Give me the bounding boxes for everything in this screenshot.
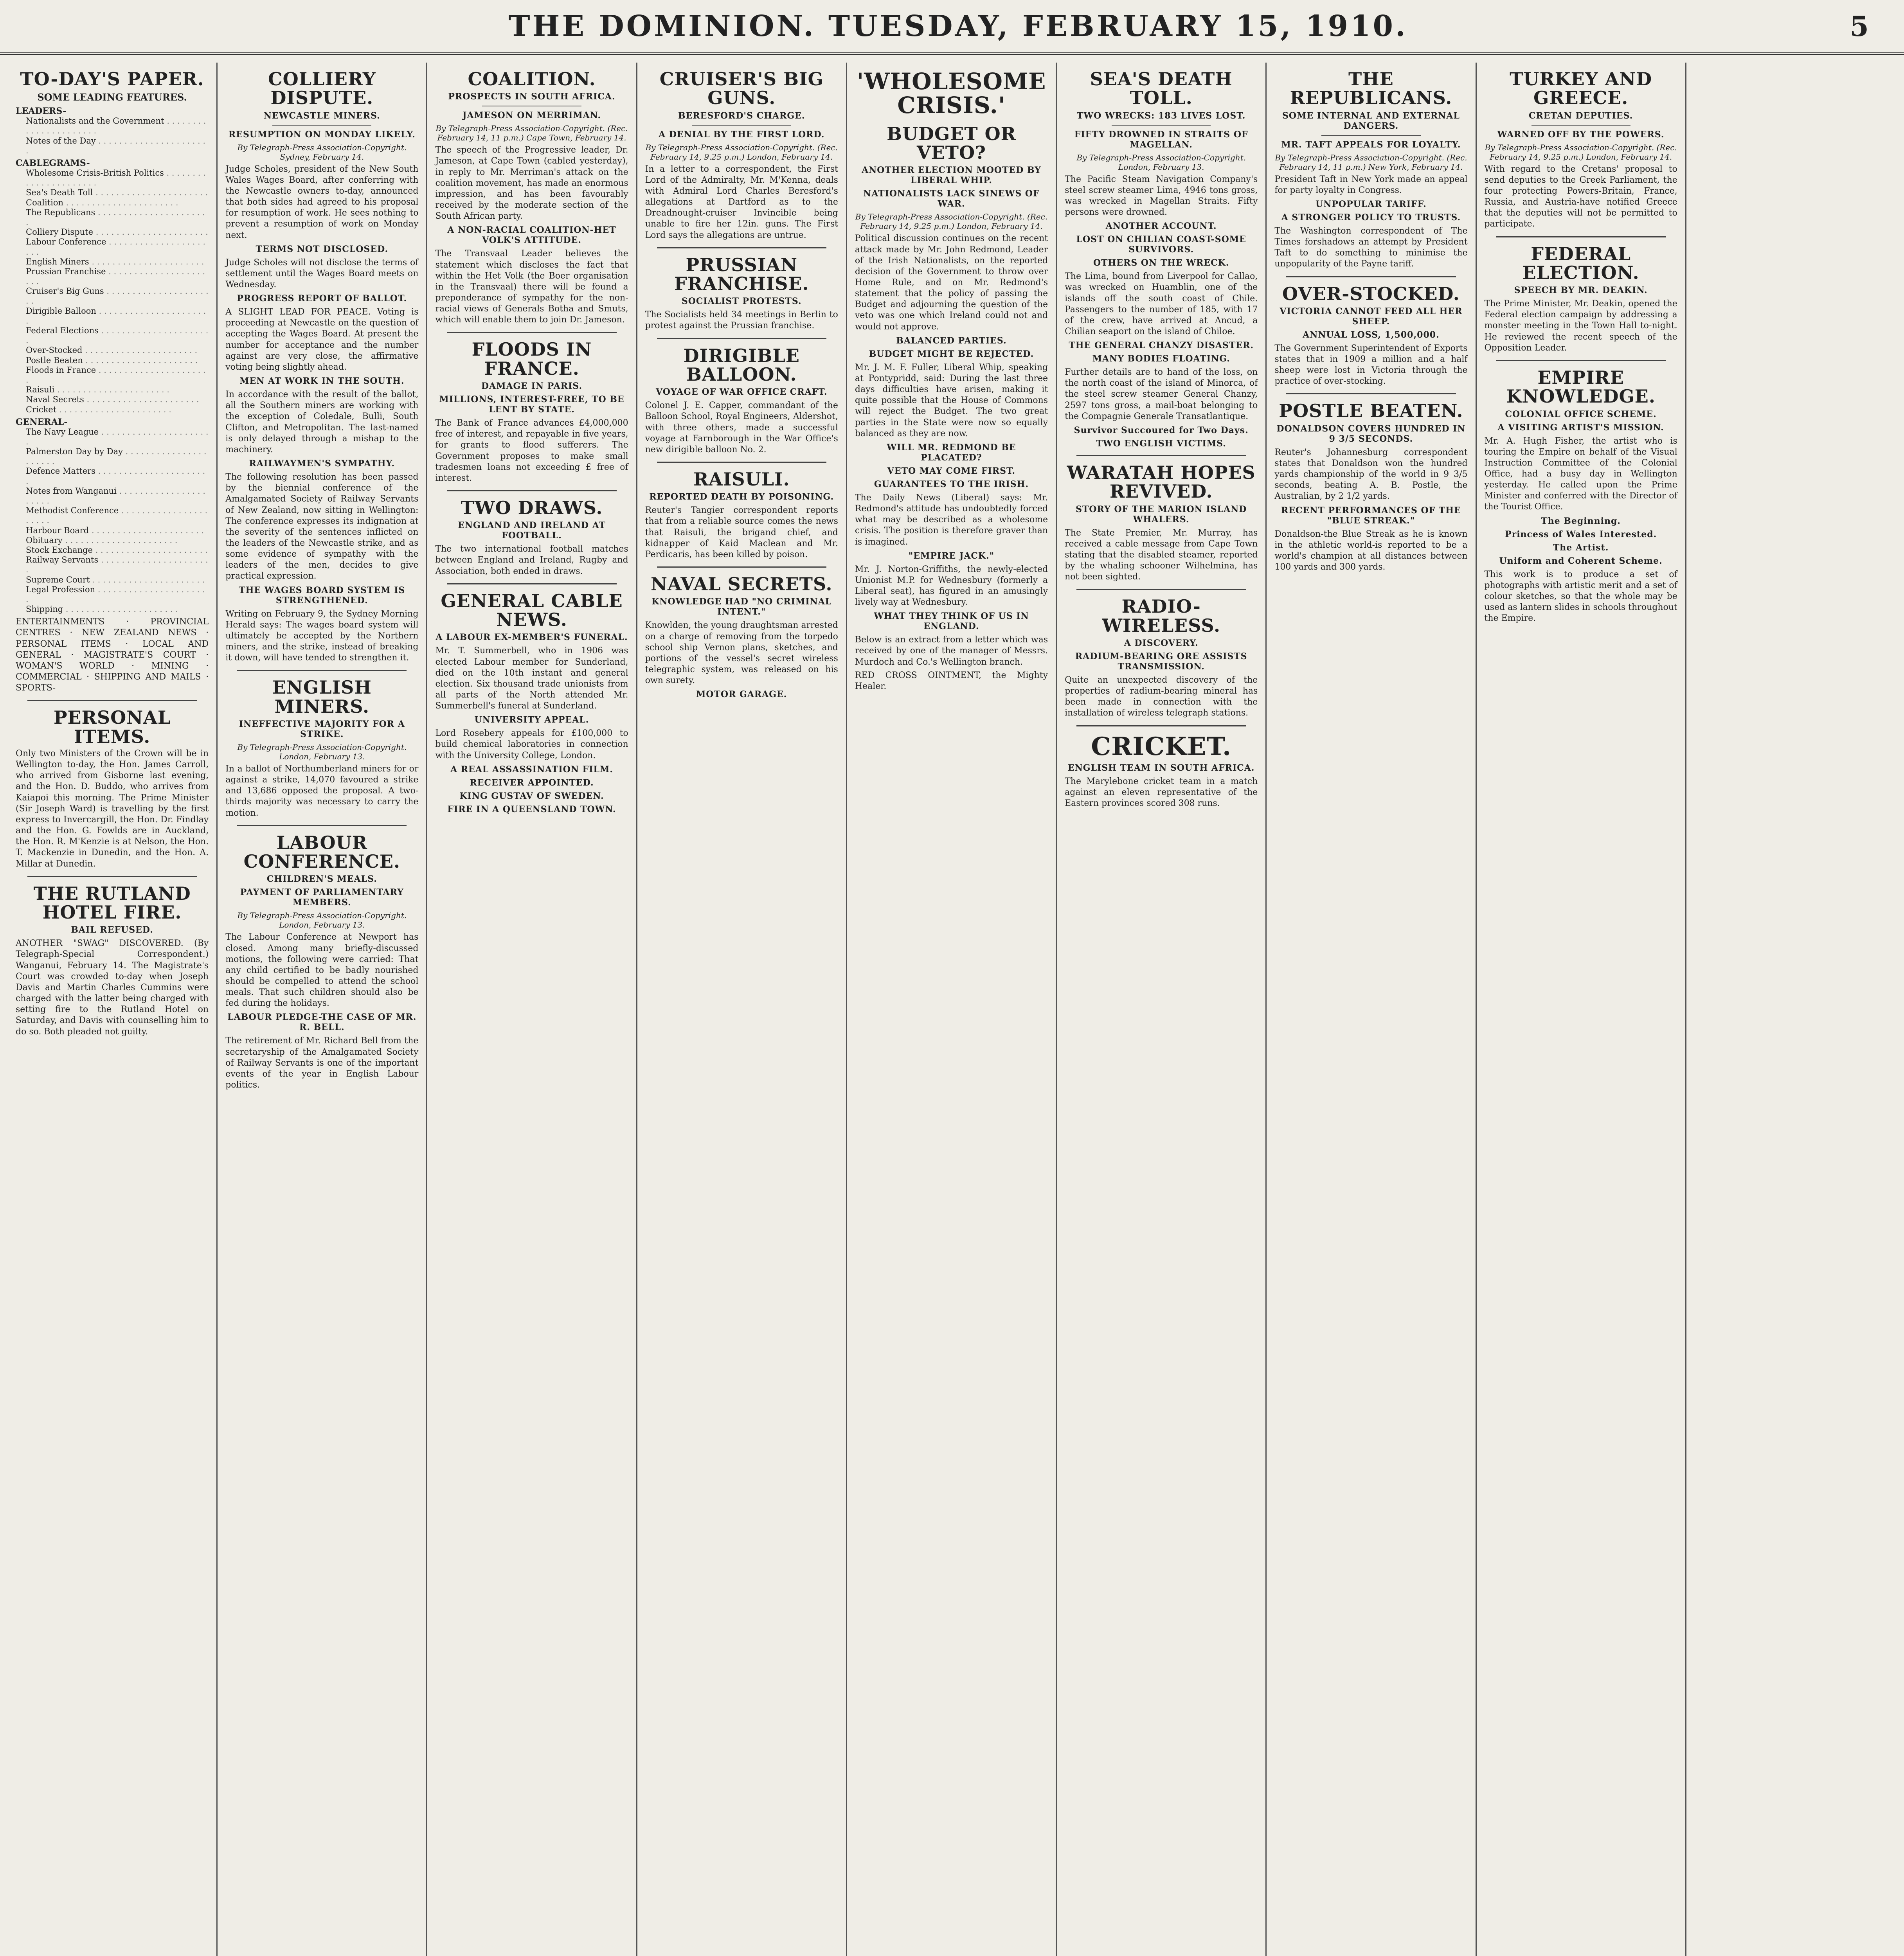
waratah-title: WARATAH HOPES REVIVED. bbox=[1067, 462, 1256, 502]
labour-conference-subhead: CHILDREN'S MEALS. bbox=[266, 874, 377, 885]
budget-veto-title: BUDGET OR VETO? bbox=[887, 123, 1016, 164]
cable-s5: KING GUSTAV OF SWEDEN. bbox=[459, 791, 604, 801]
divider bbox=[692, 125, 791, 126]
dateline: By Telegraph-Press Association-Copyright. (Rec. February 14, 9.25 p.m.) London, February 14. bbox=[855, 212, 1048, 231]
dateline: By Telegraph-Press Association-Copyright. Sydney, February 14. bbox=[237, 142, 407, 162]
crisis-s7: GUARANTEES TO THE IRISH. bbox=[874, 479, 1029, 489]
crisis-s9: WHAT THEY THINK OF US IN ENGLAND. bbox=[874, 611, 1029, 632]
index-entry: Labour Conference . . . bbox=[16, 237, 209, 257]
crisis-s2: NATIONALISTS LACK SINEWS OF WAR. bbox=[863, 189, 1040, 209]
over-stocked-title: OVER-STOCKED. bbox=[1282, 283, 1460, 304]
republicans-s3: A STRONGER POLICY TO TRUSTS. bbox=[1281, 212, 1461, 223]
motor-garage-subhead: MOTOR GARAGE. bbox=[696, 689, 787, 700]
dateline: By Telegraph-Press Association-Copyright. (Rec. February 14, 9.25 p.m.) London, February 14. bbox=[645, 142, 838, 162]
index-entry: Postle Beaten . . . bbox=[16, 356, 209, 365]
divider bbox=[1076, 725, 1246, 726]
cable-text-2: Lord Rosebery appeals for £100,000 to build chemical laboratories in connection with the University College, London. bbox=[435, 728, 628, 760]
empire-text-1: Mr. A. Hugh Fisher, the artist who is touring the Empire on behalf of the Visual Instruction Committee of the Colonial Office, had a busy day in Wellington yesterday. He called upon the Prime Minister and conferred with the Director of the Tourist Office. bbox=[1484, 436, 1677, 512]
english-miners-title: ENGLISH MINERS. bbox=[272, 677, 372, 717]
floods-s: MILLIONS, INTEREST-FREE, TO BE LENT BY STATE. bbox=[439, 394, 624, 415]
naval-secrets-title: NAVAL SECRETS. bbox=[650, 573, 833, 595]
index-entry: Defence Matters . . . bbox=[16, 466, 209, 486]
balloon-title: DIRIGIBLE BALLOON. bbox=[683, 345, 800, 385]
divider bbox=[1531, 125, 1630, 126]
index-cablegrams-label: CABLEGRAMS- bbox=[16, 158, 90, 169]
turkey-text: With regard to the Cretans' proposal to send deputies to the Greek Parliament, the four protecting Powers-Britain, France, Russia, and Austria-have notified Greece that the deputies will not be permitted to participate. bbox=[1484, 164, 1677, 229]
balloon-subhead: VOYAGE OF WAR OFFICE CRAFT. bbox=[656, 387, 828, 397]
empire-s4: The Artist. bbox=[1553, 542, 1609, 553]
postle-text-1: Reuter's Johannesburg correspondent states that Donaldson won the hundred yards championship of the world in 9 3/5 seconds, beating A. B. Postle, the Australian, by 2 1/2 yards. bbox=[1274, 447, 1468, 502]
sea-s4: OTHERS ON THE WRECK. bbox=[1093, 258, 1229, 268]
labour-pledge-subhead: LABOUR PLEDGE-THE CASE OF MR. R. BELL. bbox=[227, 1012, 417, 1033]
cruiser-s1: A DENIAL BY THE FIRST LORD. bbox=[659, 129, 825, 140]
colliery-s1: RESUMPTION ON MONDAY LIKELY. bbox=[228, 129, 416, 140]
column-8 bbox=[1477, 63, 1686, 1956]
cruiser-title: CRUISER'S BIG GUNS. bbox=[659, 68, 824, 109]
divider bbox=[1286, 393, 1456, 394]
masthead-title: THE DOMINION. TUESDAY, FEBRUARY 15, 1910. bbox=[508, 9, 1408, 43]
federal-election-title: FEDERAL ELECTION. bbox=[1522, 243, 1639, 283]
index-entry: Palmerston Day by Day . . . bbox=[16, 447, 209, 466]
divider bbox=[1496, 360, 1666, 361]
crisis-s5: WILL MR. REDMOND BE PLACATED? bbox=[887, 442, 1016, 463]
sea-s1: FIFTY DROWNED IN STRAITS OF MAGELLAN. bbox=[1074, 129, 1248, 150]
floods-text: The Bank of France advances £4,000,000 free of interest, and repayable in five years, for grants to flood sufferers. The Government proposes to make small tradesmen loans not exceeding £ free of interest. bbox=[435, 418, 628, 483]
raisuli-text: Reuter's Tangier correspondent reports that from a reliable source comes the news that Raisuli, the brigand chief, and kidnapper of Kaid Maclean and Mr. Perdicaris, has been killed by poison. bbox=[645, 505, 838, 559]
empire-text-2: This work is to produce a set of photographs with artistic merit and a set of colour sketches, so that the whole may be used as lantern slides in schools throughout the Empire. bbox=[1484, 569, 1677, 624]
over-stocked-text: The Government Superintendent of Exports states that in 1909 a million and a half sheep were lost in Victoria through the practice of over-stocking. bbox=[1274, 343, 1468, 387]
empire-subhead: COLONIAL OFFICE SCHEME. bbox=[1505, 409, 1657, 419]
sea-text-2: The Lima, bound from Liverpool for Callao, was wrecked on Huamblin, one of the islands off the south coast of Chile. Passengers to the number of 185, with 17 of the crew, have arrived at Ancud, a Chilian seaport on the island of Chiloe. bbox=[1065, 271, 1258, 336]
empire-knowledge-title: EMPIRE KNOWLEDGE. bbox=[1506, 367, 1656, 407]
waratah-subhead: STORY OF THE MARION ISLAND WHALERS. bbox=[1076, 504, 1247, 525]
dateline: By Telegraph-Press Association-Copyright. London, February 13. bbox=[1076, 153, 1246, 172]
column-2 bbox=[218, 63, 427, 1956]
index-entry: Legal Profession . . . bbox=[16, 585, 209, 604]
republicans-text-1: President Taft in New York made an appeal for party loyalty in Congress. bbox=[1274, 174, 1468, 195]
labour-conference-title: LABOUR CONFERENCE. bbox=[243, 832, 401, 872]
divider bbox=[657, 566, 826, 568]
column-6 bbox=[1057, 63, 1267, 1956]
colliery-title: COLLIERY DISPUTE. bbox=[268, 68, 376, 109]
index-entry: Naval Secrets . . . bbox=[16, 395, 209, 405]
column-9 bbox=[1686, 63, 1896, 1956]
sea-s2: ANOTHER ACCOUNT. bbox=[1105, 221, 1217, 232]
colliery-s4: MEN AT WORK IN THE SOUTH. bbox=[239, 376, 405, 387]
sea-s6: MANY BODIES FLOATING. bbox=[1092, 354, 1230, 364]
cable-text-1: Mr. T. Summerbell, who in 1906 was elected Labour member for Sunderland, died on the 10th instant and general election. Six thousand trade unionists from all parts of the North attended Mr. Summerbell's funeral at Sunderland. bbox=[435, 646, 628, 711]
index-entry: Colliery Dispute . . . bbox=[16, 227, 209, 237]
divider bbox=[447, 490, 616, 491]
republicans-s1: MR. TAFT APPEALS FOR LOYALTY. bbox=[1281, 139, 1461, 150]
federal-text: The Prime Minister, Mr. Deakin, opened the Federal election campaign by addressing a monster meeting in the Town Hall to-night. He reviewed the recent speech of the Opposition Leader. bbox=[1484, 299, 1677, 353]
sea-s3: LOST ON CHILIAN COAST-SOME SURVIVORS. bbox=[1076, 234, 1246, 255]
over-stocked-subhead: VICTORIA CANNOT FEED ALL HER SHEEP. bbox=[1280, 306, 1463, 327]
divider bbox=[1286, 276, 1456, 277]
index-entry: Federal Elections . . . bbox=[16, 326, 209, 345]
sea-s7: Survivor Succoured for Two Days. bbox=[1074, 425, 1249, 435]
dateline: By Telegraph-Press Association-Copyright. (Rec. February 14, 11 p.m.) Cape Town, February 14. bbox=[436, 124, 628, 143]
page-number: 5 bbox=[1850, 10, 1869, 43]
colliery-s3: PROGRESS REPORT OF BALLOT. bbox=[237, 293, 407, 304]
index-entry: Notes from Wanganui . . . bbox=[16, 486, 209, 506]
sea-death-toll-subhead: TWO WRECKS: 183 LIVES LOST. bbox=[1077, 110, 1246, 121]
column-3 bbox=[427, 63, 637, 1956]
colliery-s5: RAILWAYMEN'S SYMPATHY. bbox=[249, 458, 395, 469]
index-entry: Cruiser's Big Guns . . . bbox=[16, 286, 209, 306]
colliery-s6: THE WAGES BOARD SYSTEM IS STRENGTHENED. bbox=[239, 585, 405, 606]
crisis-text-4: Mr. J. Norton-Griffiths, the newly-elected Unionist M.P. for Wednesbury (formerly a Liberal seat), has figured in an amusingly lively way at Wednesbury. bbox=[855, 564, 1048, 608]
cruiser-subhead: BERESFORD'S CHARGE. bbox=[678, 110, 805, 121]
divider bbox=[27, 700, 197, 701]
personal-items-title: PERSONAL ITEMS. bbox=[53, 707, 171, 747]
index-title: TO-DAY'S PAPER. bbox=[20, 68, 204, 90]
turkey-greece-subhead: CRETAN DEPUTIES. bbox=[1528, 110, 1633, 121]
divider bbox=[447, 583, 616, 584]
index-entry: Railway Servants . . . bbox=[16, 555, 209, 575]
postle-text-2: Donaldson-the Blue Streak as he is known in the athletic world-is reported to be a world's champion at all distances between 100 yards and 300 yards. bbox=[1274, 529, 1468, 572]
prussian-text: The Socialists held 34 meetings in Berlin to protest against the Prussian franchise. bbox=[645, 310, 838, 331]
coalition-subhead: PROSPECTS IN SOUTH AFRICA. bbox=[448, 92, 615, 102]
radio-s: RADIUM-BEARING ORE ASSISTS TRANSMISSION. bbox=[1075, 651, 1247, 672]
index-entry: Floods in France . . . bbox=[16, 365, 209, 385]
index-entry: Supreme Court . . . bbox=[16, 575, 209, 585]
republicans-subhead: SOME INTERNAL AND EXTERNAL DANGERS. bbox=[1282, 110, 1460, 131]
personal-items-text: Only two Ministers of the Crown will be in Wellington to-day, the Hon. James Carroll, who arrived from Gisborne last evening, and the Hon. D. Buddo, who arrives from Kaiapoi this morning. The Prime Minister (Sir Joseph Ward) is travelling by the first express to Invercargill, the Hon. Dr. Findlay and the Hon. G. Fowlds are in Auckland, the Hon. R. M'Kenzie is at Nelson, the Hon. T. Mackenzie in Dunedin, and the Hon. A. Millar at Dunedin. bbox=[16, 748, 209, 869]
crisis-text-5: Below is an extract from a letter which was received by one of the manager of Messrs. Murdoch and Co.'s Wellington branch. bbox=[855, 635, 1048, 667]
crisis-s8: "EMPIRE JACK." bbox=[908, 550, 995, 561]
column-1 bbox=[8, 63, 218, 1956]
index-subtitle: SOME LEADING FEATURES. bbox=[37, 92, 187, 103]
index-entry: Harbour Board . . . bbox=[16, 526, 209, 536]
prussian-subhead: SOCIALIST PROTESTS. bbox=[681, 296, 802, 307]
index-entry: Raisuli . . . bbox=[16, 385, 209, 395]
colliery-text-5: The following resolution has been passed by the biennial conference of the Amalgamated Society of Railway Servants of New Zealand, now sitting in Wellington: The conference expresses its indignation at the severity of the sentences inflicted on the leaders of the Newcastle strike, and as some evidence of sympathy with the leaders of the men, decides to give practical expression. bbox=[225, 472, 419, 581]
index-entry: Prussian Franchise . . . bbox=[16, 267, 209, 286]
coalition-s1: JAMESON ON MERRIMAN. bbox=[462, 110, 601, 121]
divider bbox=[237, 670, 407, 671]
divider bbox=[657, 338, 826, 339]
divider bbox=[657, 247, 826, 248]
crisis-text-3: The Daily News (Liberal) says: Mr. Redmond's attitude has undoubtedly forced what may be described as a wholesome crisis. The position is therefore graver than is imagined. bbox=[855, 493, 1048, 547]
colliery-text-4: In accordance with the result of the ballot, all the Southern miners are working with the exception of Coledale, Bulli, South Clifton, and Metropolitan. The last-named is only delayed through a mishap to the machinery. bbox=[225, 390, 419, 455]
colliery-text-2: Judge Scholes will not disclose the terms of settlement until the Wages Board meets on Wednesday. bbox=[225, 257, 419, 289]
postle-beaten-title: POSTLE BEATEN. bbox=[1279, 400, 1463, 422]
colliery-s2: TERMS NOT DISCLOSED. bbox=[256, 244, 389, 254]
index-entry: Sea's Death Toll . . . bbox=[16, 188, 209, 198]
index-entry: English Miners . . . bbox=[16, 257, 209, 267]
naval-secrets-text: Knowlden, the young draughtsman arrested on a charge of removing from the torpedo school ship Vernon plans, sketches, and portions of the vessel's secret wireless telegraphic system, was released on his own surety. bbox=[645, 620, 838, 686]
english-miners-text: In a ballot of Northumberland miners for or against a strike, 14,070 favoured a strike and 13,686 opposed the proposal. A two-thirds majority was necessary to carry the motion. bbox=[225, 764, 419, 818]
federal-subhead: SPEECH BY MR. DEAKIN. bbox=[1514, 285, 1648, 296]
crisis-s1: ANOTHER ELECTION MOOTED BY LIBERAL WHIP. bbox=[862, 165, 1041, 186]
colliery-subhead: NEWCASTLE MINERS. bbox=[263, 110, 380, 121]
index-entry: Shipping . . . bbox=[16, 604, 209, 614]
cricket-subhead: ENGLISH TEAM IN SOUTH AFRICA. bbox=[1067, 762, 1255, 773]
index-entry: Notes of the Day . . . bbox=[16, 136, 209, 156]
index-entry: Obituary . . . bbox=[16, 536, 209, 545]
postle-s2: RECENT PERFORMANCES OF THE "BLUE STREAK." bbox=[1281, 505, 1461, 526]
index-entry: Coalition . . . bbox=[16, 198, 209, 208]
index-entry: The Republicans . . . bbox=[16, 208, 209, 227]
masthead bbox=[0, 0, 1904, 55]
sea-death-toll-title: SEA'S DEATH TOLL. bbox=[1090, 68, 1233, 109]
postle-subhead: DONALDSON COVERS HUNDRED IN 9 3/5 SECONDS. bbox=[1276, 423, 1466, 444]
prussian-title: PRUSSIAN FRANCHISE. bbox=[674, 254, 809, 294]
radio-subhead: A DISCOVERY. bbox=[1124, 638, 1199, 648]
radio-wireless-title: RADIO-WIRELESS. bbox=[1102, 596, 1221, 636]
cruiser-text: In a letter to a correspondent, the First Lord of the Admiralty, Mr. M'Kenna, deals with Admiral Lord Charles Beresford's allegations at Dartford as to the Dreadnought-cruiser Invincible being unable to fire her 12in. guns. The First Lord says the allegations are untrue. bbox=[645, 164, 838, 240]
wholesome-crisis-title: 'WHOLESOME CRISIS.' bbox=[857, 68, 1046, 119]
sea-text-1: The Pacific Steam Navigation Company's steel screw steamer Lima, 4946 tons gross, was wrecked in Magellan Straits. Fifty persons were drowned. bbox=[1065, 174, 1258, 218]
empire-s3: Princess of Wales Interested. bbox=[1505, 529, 1657, 539]
colliery-text-3: A SLIGHT LEAD FOR PEACE. Voting is proceeding at Newcastle on the question of accepting the Wages Board. At present the number for acceptance and the number against are very close, the affirmative voting being slightly ahead. bbox=[225, 307, 419, 372]
divider bbox=[272, 125, 371, 126]
index-entry: Over-Stocked . . . bbox=[16, 345, 209, 355]
index-entry: Methodist Conference . . . bbox=[16, 506, 209, 525]
hotel-fire-title: THE RUTLAND HOTEL FIRE. bbox=[33, 883, 191, 923]
cricket-text: The Marylebone cricket team in a match against an eleven representative of the Eastern provinces scored 308 runs. bbox=[1065, 776, 1258, 809]
coalition-text-1: The speech of the Progressive leader, Dr. Jameson, at Cape Town (cabled yesterday), in reply to Mr. Merriman's attack on the coalition movement, has made an enormous impression, and has been favourably received by the moderate section of the South African party. bbox=[435, 145, 628, 221]
two-draws-subhead: ENGLAND AND IRELAND AT FOOTBALL. bbox=[458, 520, 606, 541]
republicans-title: THE REPUBLICANS. bbox=[1290, 68, 1452, 109]
cable-s6: FIRE IN A QUEENSLAND TOWN. bbox=[447, 804, 616, 814]
cable-s1: A LABOUR EX-MEMBER'S FUNERAL. bbox=[436, 632, 628, 643]
radio-text: Quite an unexpected discovery of the properties of radium-bearing mineral has been made in connection with the installation of wireless telegraph stations. bbox=[1065, 675, 1258, 718]
index-entry: Nationalists and the Government . . . bbox=[16, 116, 209, 136]
hotel-fire-subhead: BAIL REFUSED. bbox=[71, 925, 153, 935]
cable-s4: RECEIVER APPOINTED. bbox=[470, 777, 594, 788]
crisis-text-1: Political discussion continues on the recent attack made by Mr. John Redmond, Leader of the Irish Nationalists, on the reported decision of the Government to throw over Home Rule, and on Mr. Redmond's statement that the policy of passing the Budget and adjourning the question of the veto was one which Ireland could not and would not approve. bbox=[855, 234, 1048, 332]
raisuli-title: RAISULI. bbox=[693, 468, 790, 490]
dateline: By Telegraph-Press Association-Copyright. (Rec. February 14, 9.25 p.m.) London, February 14. bbox=[1485, 142, 1677, 162]
divider bbox=[1076, 589, 1246, 590]
labour-pledge-text: The retirement of Mr. Richard Bell from the secretaryship of the Amalgamated Society of Railway Servants is one of the important events of the year in English Labour politics. bbox=[225, 1036, 419, 1090]
sea-text-3: Further details are to hand of the loss, on the north coast of the island of Minorca, of the steel screw steamer General Chanzy, 2597 tons gross, a mail-boat belonging to the Compagnie Generale Transatlantique. bbox=[1065, 367, 1258, 421]
republicans-s2: UNPOPULAR TARIFF. bbox=[1316, 199, 1427, 209]
labour-conference-s: PAYMENT OF PARLIAMENTARY MEMBERS. bbox=[240, 887, 404, 908]
dateline: By Telegraph-Press Association-Copyright. (Rec. February 14, 11 p.m.) New York, February 14. bbox=[1275, 153, 1467, 172]
column-7 bbox=[1267, 63, 1476, 1956]
coalition-title: COALITION. bbox=[468, 68, 596, 90]
index-general-label: GENERAL- bbox=[16, 417, 68, 427]
cricket-title: CRICKET. bbox=[1091, 732, 1232, 761]
empire-s2: The Beginning. bbox=[1541, 516, 1621, 526]
index-sections: ENTERTAINMENTS · PROVINCIAL CENTRES · NEW ZEALAND NEWS · PERSONAL ITEMS · LOCAL AND GENERAL · MAGISTRATE'S COURT · WOMAN'S WORLD · MINING · COMMERCIAL · SHIPPING AND MAILS · SPORTS- bbox=[16, 617, 209, 693]
sea-s5: THE GENERAL CHANZY DISASTER. bbox=[1069, 340, 1254, 351]
turkey-greece-title: TURKEY AND GREECE. bbox=[1510, 68, 1652, 109]
column-5 bbox=[847, 63, 1057, 1956]
index-entry: Wholesome Crisis-British Politics . . . bbox=[16, 168, 209, 188]
index-entry: Cricket . . . bbox=[16, 405, 209, 415]
divider bbox=[27, 876, 197, 877]
divider bbox=[237, 825, 407, 826]
coalition-s2: A NON-RACIAL COALITION-HET VOLK'S ATTITUDE. bbox=[447, 225, 616, 246]
index-entry: Dirigible Balloon . . . bbox=[16, 306, 209, 326]
raisuli-subhead: REPORTED DEATH BY POISONING. bbox=[649, 492, 834, 502]
empire-s: A VISITING ARTIST'S MISSION. bbox=[1497, 422, 1664, 433]
two-draws-text: The two international football matches between England and Ireland, Rugby and Association, both ended in draws. bbox=[435, 544, 628, 576]
two-draws-title: TWO DRAWS. bbox=[461, 497, 603, 519]
divider bbox=[657, 462, 826, 463]
divider bbox=[1076, 455, 1246, 456]
crisis-text-2: Mr. J. M. F. Fuller, Liberal Whip, speaking at Pontypridd, said: During the last three days difficulties have arisen, making it quite possible that the House of Commons will reject the Budget. The two great parties in the State were now so equally balanced as they are now. bbox=[855, 362, 1048, 439]
column-4 bbox=[637, 63, 847, 1956]
cable-s3: A REAL ASSASSINATION FILM. bbox=[450, 764, 614, 775]
over-stocked-s: ANNUAL LOSS, 1,500,000. bbox=[1303, 329, 1440, 340]
english-miners-subhead: INEFFECTIVE MAJORITY FOR A STRIKE. bbox=[239, 719, 405, 739]
crisis-s6: VETO MAY COME FIRST. bbox=[887, 466, 1016, 476]
floods-subhead: DAMAGE IN PARIS. bbox=[481, 381, 583, 392]
colliery-text-1: Judge Scholes, president of the New South Wales Wages Board, after conferring with the Newcastle owners to-day, announced that both sides had agreed to his proposal for resumption of work. He sees nothing to prevent a resumption of work on Monday next. bbox=[225, 164, 419, 240]
advertisement-text: RED CROSS OINTMENT, the Mighty Healer. bbox=[855, 670, 1048, 691]
index-entry: Stock Exchange . . . bbox=[16, 545, 209, 555]
balloon-text: Colonel J. E. Capper, commandant of the Balloon School, Royal Engineers, Aldershot, with three others, made a successful voyage at Farnborough in the War Office's new dirigible balloon No. 2. bbox=[645, 401, 838, 455]
cable-s2: UNIVERSITY APPEAL. bbox=[474, 715, 589, 725]
crisis-s4: BUDGET MIGHT BE REJECTED. bbox=[869, 349, 1034, 359]
dateline: By Telegraph-Press Association-Copyright. London, February 13. bbox=[237, 911, 407, 930]
republicans-text-2: The Washington correspondent of The Times forshadows an attempt by President Taft to do something to minimise the unpopularity of the Payne tariff. bbox=[1274, 226, 1468, 269]
floods-title: FLOODS IN FRANCE. bbox=[472, 339, 592, 379]
waratah-text: The State Premier, Mr. Murray, has received a cable message from Cape Town stating that the disabled steamer, reported by the whaling schooner Wilhelmina, has not been sighted. bbox=[1065, 528, 1258, 582]
index-leaders-label: LEADERS- bbox=[16, 106, 67, 117]
turkey-s1: WARNED OFF BY THE POWERS. bbox=[1497, 129, 1665, 140]
divider bbox=[1112, 125, 1211, 126]
dateline: By Telegraph-Press Association-Copyright. London, February 13. bbox=[237, 742, 407, 761]
general-cable-title: GENERAL CABLE NEWS. bbox=[441, 590, 623, 631]
crisis-s3: BALANCED PARTIES. bbox=[896, 335, 1007, 346]
naval-secrets-subhead: KNOWLEDGE HAD "NO CRIMINAL INTENT." bbox=[651, 597, 832, 617]
sea-s8: TWO ENGLISH VICTIMS. bbox=[1096, 438, 1226, 449]
index-entry: The Navy League . . . bbox=[16, 427, 209, 447]
divider bbox=[447, 332, 616, 333]
colliery-text-6: Writing on February 9, the Sydney Morning Herald says: The wages board system will ultimately be accepted by the Northern miners, and the strike, instead of breaking it down, will have tended to strengthen it. bbox=[225, 609, 419, 663]
divider bbox=[1496, 236, 1666, 237]
divider bbox=[1321, 135, 1420, 136]
labour-conference-text: The Labour Conference at Newport has closed. Among many briefly-discussed motions, the following were carried: That any child certified to be badly nourished should be compelled to attend the school meals. That such children should also be fed during the holidays. bbox=[225, 932, 419, 1009]
empire-s5: Uniform and Coherent Scheme. bbox=[1499, 556, 1663, 566]
hotel-fire-text: ANOTHER "SWAG" DISCOVERED. (By Telegraph-Special Correspondent.) Wanganui, February 14. The Magistrate's Court was crowded to-day when Joseph Davis and Martin Charles Cummins were charged with the latter being charged with setting fire to the Rutland Hotel on Saturday, and Davis with counselling him to do so. Both pleaded not guilty. bbox=[16, 938, 209, 1037]
columns bbox=[8, 63, 1896, 1956]
coalition-text-2: The Transvaal Leader believes the statement which discloses the fact that within the Het Volk (the Boer organisation in the Transvaal) there will be found a preponderance of sympathy for the non-racial views of Generals Botha and Smuts, which will enable them to join Dr. Jameson. bbox=[435, 249, 628, 325]
